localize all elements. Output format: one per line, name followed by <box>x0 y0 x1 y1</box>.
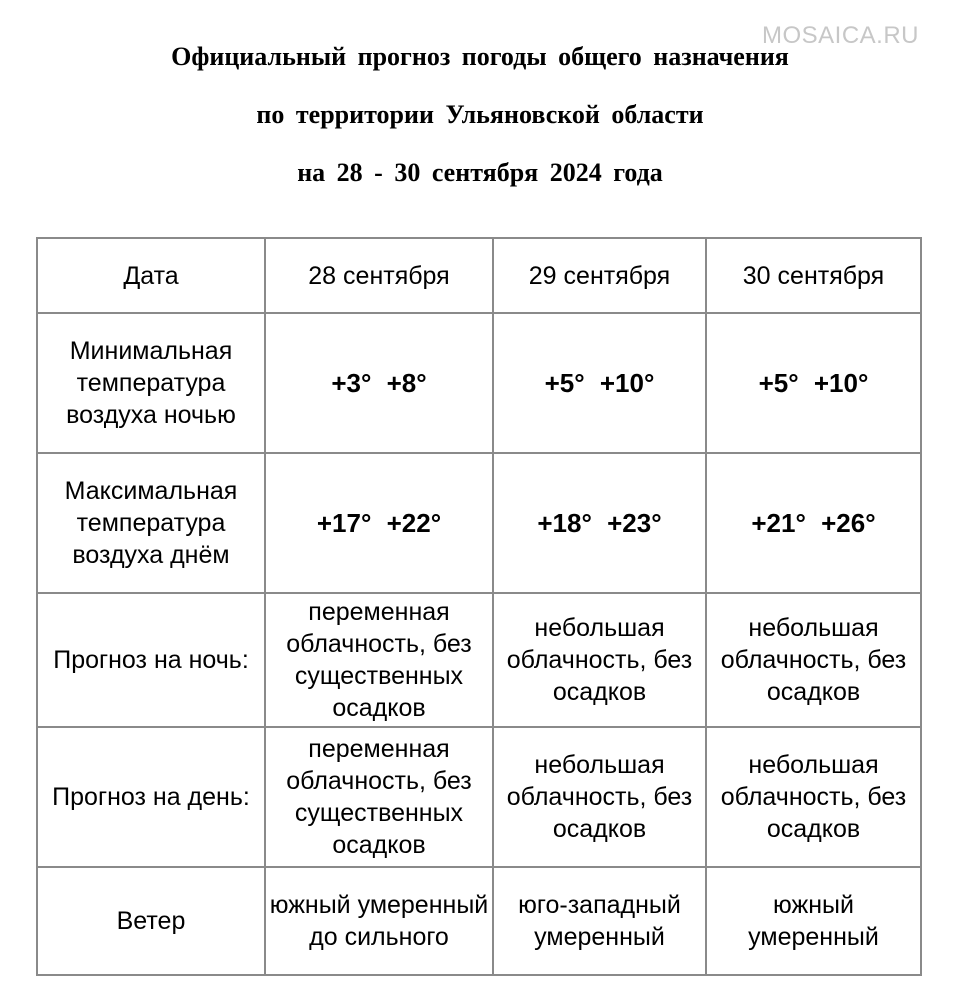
title-line-2: по территории Ульяновской области <box>256 100 704 129</box>
day-temp-28: +17° +22° <box>265 453 493 593</box>
night-forecast-row <box>37 593 921 727</box>
date-header-cell: Дата <box>37 238 265 313</box>
day-forecast-label: Прогноз на день: <box>37 727 265 867</box>
night-temp-30: +5° +10° <box>706 313 921 453</box>
night-forecast-29: небольшая облачность, без осадков <box>493 593 706 727</box>
wind-30: южный умеренный <box>706 867 921 975</box>
date-cell-28: 28 сентября <box>265 238 493 313</box>
wind-row <box>37 867 921 975</box>
wind-28: южный умеренный до сильного <box>265 867 493 975</box>
title-line-3: на 28 - 30 сентября 2024 года <box>297 158 663 187</box>
page-title <box>0 28 960 202</box>
wind-29: юго-западный умеренный <box>493 867 706 975</box>
night-forecast-28: переменная облачность, без существенных осадков <box>265 593 493 727</box>
day-temp-29: +18° +23° <box>493 453 706 593</box>
night-forecast-30: небольшая облачность, без осадков <box>706 593 921 727</box>
day-forecast-28: переменная облачность, без существенных осадков <box>265 727 493 867</box>
day-temp-row <box>37 453 921 593</box>
wind-label: Ветер <box>37 867 265 975</box>
title-line-1: Официальный прогноз погоды общего назначения <box>171 42 789 71</box>
night-temp-row <box>37 313 921 453</box>
night-temp-29: +5° +10° <box>493 313 706 453</box>
night-temp-label: Минимальная температура воздуха ночью <box>37 313 265 453</box>
day-forecast-29: небольшая облачность, без осадков <box>493 727 706 867</box>
day-temp-label: Максимальная температура воздуха днём <box>37 453 265 593</box>
day-forecast-row <box>37 727 921 867</box>
day-temp-30: +21° +26° <box>706 453 921 593</box>
watermark: MOSAICA.RU <box>762 22 920 49</box>
forecast-table <box>36 237 922 976</box>
day-forecast-30: небольшая облачность, без осадков <box>706 727 921 867</box>
header-row <box>37 238 921 313</box>
date-cell-30: 30 сентября <box>706 238 921 313</box>
date-cell-29: 29 сентября <box>493 238 706 313</box>
night-temp-28: +3° +8° <box>265 313 493 453</box>
night-forecast-label: Прогноз на ночь: <box>37 593 265 727</box>
